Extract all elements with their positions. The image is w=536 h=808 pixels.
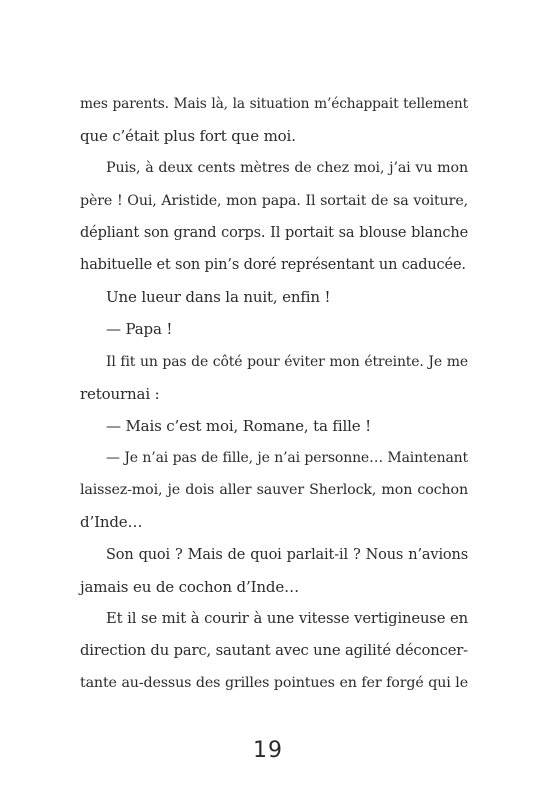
text-line: que c’était plus fort que moi.	[80, 127, 296, 146]
text-line: Son quoi ? Mais de quoi parlait-il ? Nous n’avions	[106, 546, 468, 563]
text-line: d’Inde…	[80, 513, 143, 532]
text-line: mes parents. Mais là, la situation m’échappait tellement	[80, 96, 468, 112]
text-line: laissez-moi, je dois aller sauver Sherlock, mon cochon	[80, 482, 468, 499]
text-line: retournai :	[80, 384, 160, 403]
text-line: Et il se mit à courir à une vitesse vertigineuse en	[106, 610, 468, 627]
text-line: tante au-dessus des grilles pointues en fer forgé qui le	[80, 675, 468, 692]
text-line: — Je n’ai pas de fille, je n’ai personne… Maintenant	[106, 450, 468, 467]
text-line: Il fit un pas de côté pour éviter mon étreinte. Je me	[106, 353, 468, 370]
text-line: Une lueur dans la nuit, enfin !	[106, 288, 331, 307]
text-line: habituelle et son pin’s doré représentant un caducée.	[80, 256, 466, 273]
text-line: Puis, à deux cents mètres de chez moi, j’ai vu mon	[106, 160, 468, 177]
text-line: direction du parc, sautant avec une agilité déconcer-	[80, 642, 469, 660]
page-number: 19	[253, 738, 283, 763]
text-line: dépliant son grand corps. Il portait sa blouse blanche	[80, 224, 468, 241]
text-line: père ! Oui, Aristide, mon papa. Il sortait de sa voiture,	[80, 192, 468, 209]
text-line: jamais eu de cochon d’Inde…	[80, 577, 299, 596]
text-line: — Papa !	[106, 320, 173, 339]
text-line: — Mais c’est moi, Romane, ta fille !	[106, 416, 371, 435]
body-text	[80, 88, 468, 700]
